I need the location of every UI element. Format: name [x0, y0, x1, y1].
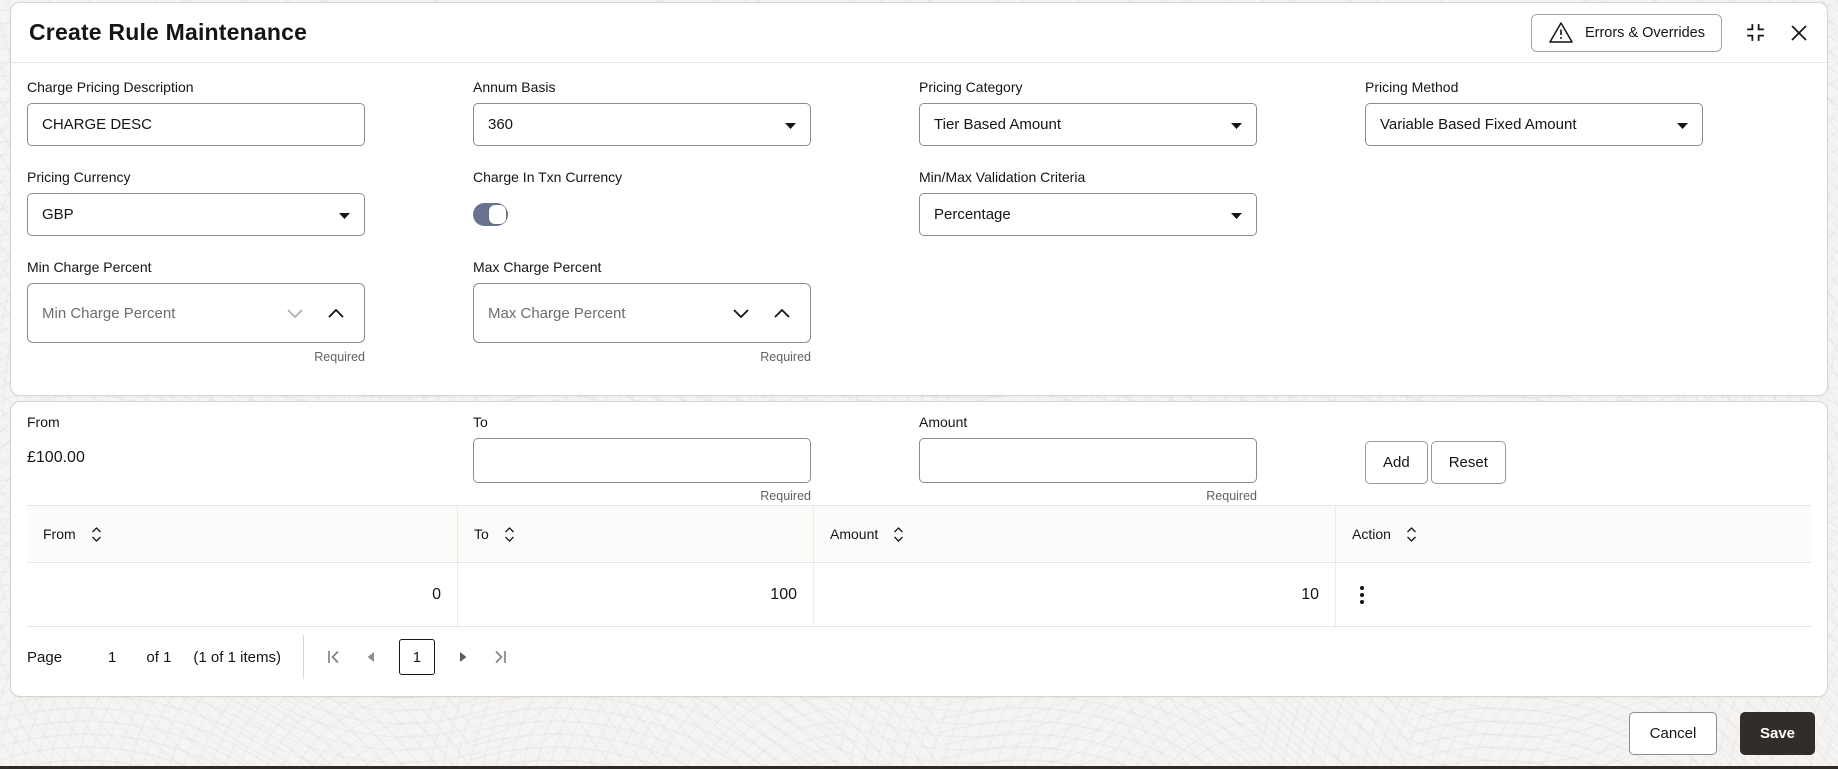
- max-charge-percent-label: Max Charge Percent: [473, 259, 602, 275]
- tier-from-value: £100.00: [27, 449, 85, 466]
- pricing-category-label: Pricing Category: [919, 79, 1023, 95]
- max-charge-percent-placeholder: Max Charge Percent: [488, 304, 626, 322]
- tier-buttons: [1365, 414, 1811, 503]
- dropdown-caret-icon: [1677, 116, 1688, 133]
- pricing-category-select[interactable]: [919, 103, 1257, 146]
- pricing-currency-value: GBP: [42, 206, 74, 223]
- page-of-label: of 1: [146, 648, 172, 666]
- pricing-currency-label: Pricing Currency: [27, 169, 131, 185]
- annum-basis-label: Annum Basis: [473, 79, 556, 95]
- max-charge-percent-required: Required: [760, 350, 811, 364]
- panel-header: [11, 3, 1827, 63]
- chevron-up-icon[interactable]: [328, 309, 344, 318]
- min-max-validation-criteria-label: Min/Max Validation Criteria: [919, 169, 1086, 185]
- charge-pricing-description-label: Charge Pricing Description: [27, 79, 194, 95]
- page-label: Page: [27, 648, 63, 666]
- column-label: Action: [1352, 526, 1391, 542]
- errors-overrides-label: Errors & Overrides: [1584, 24, 1705, 41]
- toggle-slot: [473, 193, 919, 236]
- tier-amount-input[interactable]: [919, 438, 1257, 483]
- page-title: Create Rule Maintenance: [29, 19, 308, 45]
- pagination: [11, 627, 1827, 687]
- items-count-label: (1 of 1 items): [193, 648, 281, 666]
- column-header-to[interactable]: [458, 506, 814, 562]
- sort-icon[interactable]: [1406, 527, 1417, 542]
- field-tier-from: [27, 414, 473, 503]
- min-charge-percent-placeholder: Min Charge Percent: [42, 304, 176, 322]
- cell-action: [1336, 563, 1811, 626]
- cancel-button[interactable]: Cancel: [1629, 712, 1717, 755]
- column-label: From: [43, 526, 76, 542]
- header-actions: [1531, 14, 1809, 52]
- dropdown-caret-icon: [785, 116, 796, 133]
- pagination-nav: [326, 639, 508, 675]
- field-tier-to: [473, 414, 919, 503]
- kebab-menu-icon[interactable]: [1356, 582, 1368, 608]
- tier-table-header: [27, 506, 1811, 563]
- field-pricing-currency: [27, 169, 473, 236]
- field-pricing-method: [1365, 79, 1811, 146]
- pricing-method-select[interactable]: [1365, 103, 1703, 146]
- pricing-method-label: Pricing Method: [1365, 79, 1459, 95]
- dropdown-caret-icon: [339, 206, 350, 223]
- first-page-icon[interactable]: [326, 650, 342, 664]
- dropdown-caret-icon: [1231, 206, 1242, 223]
- field-charge-pricing-description: [27, 79, 473, 146]
- tier-amount-required: Required: [1206, 489, 1257, 503]
- min-max-validation-criteria-value: Percentage: [934, 206, 1011, 223]
- toggle-knob: [489, 205, 506, 224]
- errors-overrides-button[interactable]: [1531, 14, 1722, 52]
- annum-basis-value: 360: [488, 116, 514, 133]
- charge-pricing-description-input[interactable]: [27, 103, 365, 146]
- next-page-icon[interactable]: [459, 651, 468, 663]
- field-tier-amount: [919, 414, 1365, 503]
- column-header-action[interactable]: [1336, 506, 1811, 562]
- charge-in-txn-currency-label: Charge In Txn Currency: [473, 169, 623, 185]
- grid-spacer: [919, 259, 1365, 387]
- field-pricing-category: [919, 79, 1365, 146]
- min-charge-percent-label: Min Charge Percent: [27, 259, 152, 275]
- reset-button[interactable]: Reset: [1431, 441, 1506, 484]
- previous-page-icon[interactable]: [366, 651, 375, 663]
- create-rule-panel: [10, 2, 1828, 396]
- pricing-method-value: Variable Based Fixed Amount: [1380, 116, 1577, 133]
- tier-panel: [10, 401, 1828, 697]
- page-number-input[interactable]: 1: [108, 648, 117, 666]
- tier-to-label: To: [473, 414, 488, 430]
- pricing-category-value: Tier Based Amount: [934, 116, 1062, 133]
- sort-icon[interactable]: [893, 527, 904, 542]
- table-row: [27, 563, 1811, 627]
- chevron-down-icon[interactable]: [287, 309, 303, 318]
- field-charge-in-txn-currency: [473, 169, 919, 236]
- column-label: To: [474, 526, 489, 542]
- column-label: Amount: [830, 526, 879, 542]
- min-charge-percent-required: Required: [314, 350, 365, 364]
- grid-spacer: [1365, 259, 1811, 387]
- tier-amount-label: Amount: [919, 414, 968, 430]
- max-charge-percent-stepper[interactable]: [473, 283, 811, 343]
- field-min-max-validation-criteria: [919, 169, 1365, 236]
- footer-actions: [1629, 712, 1815, 755]
- tier-table: [27, 505, 1811, 627]
- tier-to-input[interactable]: [473, 438, 811, 483]
- collapse-icon[interactable]: [1744, 21, 1767, 44]
- sort-icon[interactable]: [91, 527, 102, 542]
- cell-amount: 10: [814, 563, 1336, 626]
- chevron-down-icon[interactable]: [733, 309, 749, 318]
- pagination-divider: [303, 635, 304, 679]
- last-page-icon[interactable]: [492, 650, 508, 664]
- min-max-validation-criteria-select[interactable]: [919, 193, 1257, 236]
- cell-from: 0: [27, 563, 458, 626]
- min-charge-percent-stepper[interactable]: [27, 283, 365, 343]
- tier-from-label: From: [27, 414, 60, 430]
- rule-form: [11, 63, 1827, 387]
- tier-to-required: Required: [760, 489, 811, 503]
- pricing-currency-select[interactable]: [27, 193, 365, 236]
- grid-spacer: [1365, 169, 1811, 259]
- column-header-amount[interactable]: [814, 506, 1336, 562]
- sort-icon[interactable]: [504, 527, 515, 542]
- cell-to: 100: [458, 563, 814, 626]
- tier-entry-row: [11, 402, 1827, 503]
- save-button[interactable]: Save: [1740, 712, 1815, 755]
- field-annum-basis: [473, 79, 919, 146]
- warning-icon: [1548, 21, 1574, 44]
- chevron-up-icon[interactable]: [774, 309, 790, 318]
- column-header-from[interactable]: [27, 506, 458, 562]
- field-min-charge-percent: [27, 259, 473, 364]
- charge-in-txn-currency-toggle[interactable]: [473, 203, 508, 226]
- add-button[interactable]: Add: [1365, 441, 1428, 484]
- close-icon[interactable]: [1789, 23, 1809, 43]
- current-page-button[interactable]: 1: [399, 639, 435, 675]
- dropdown-caret-icon: [1231, 116, 1242, 133]
- field-max-charge-percent: [473, 259, 919, 364]
- annum-basis-select[interactable]: [473, 103, 811, 146]
